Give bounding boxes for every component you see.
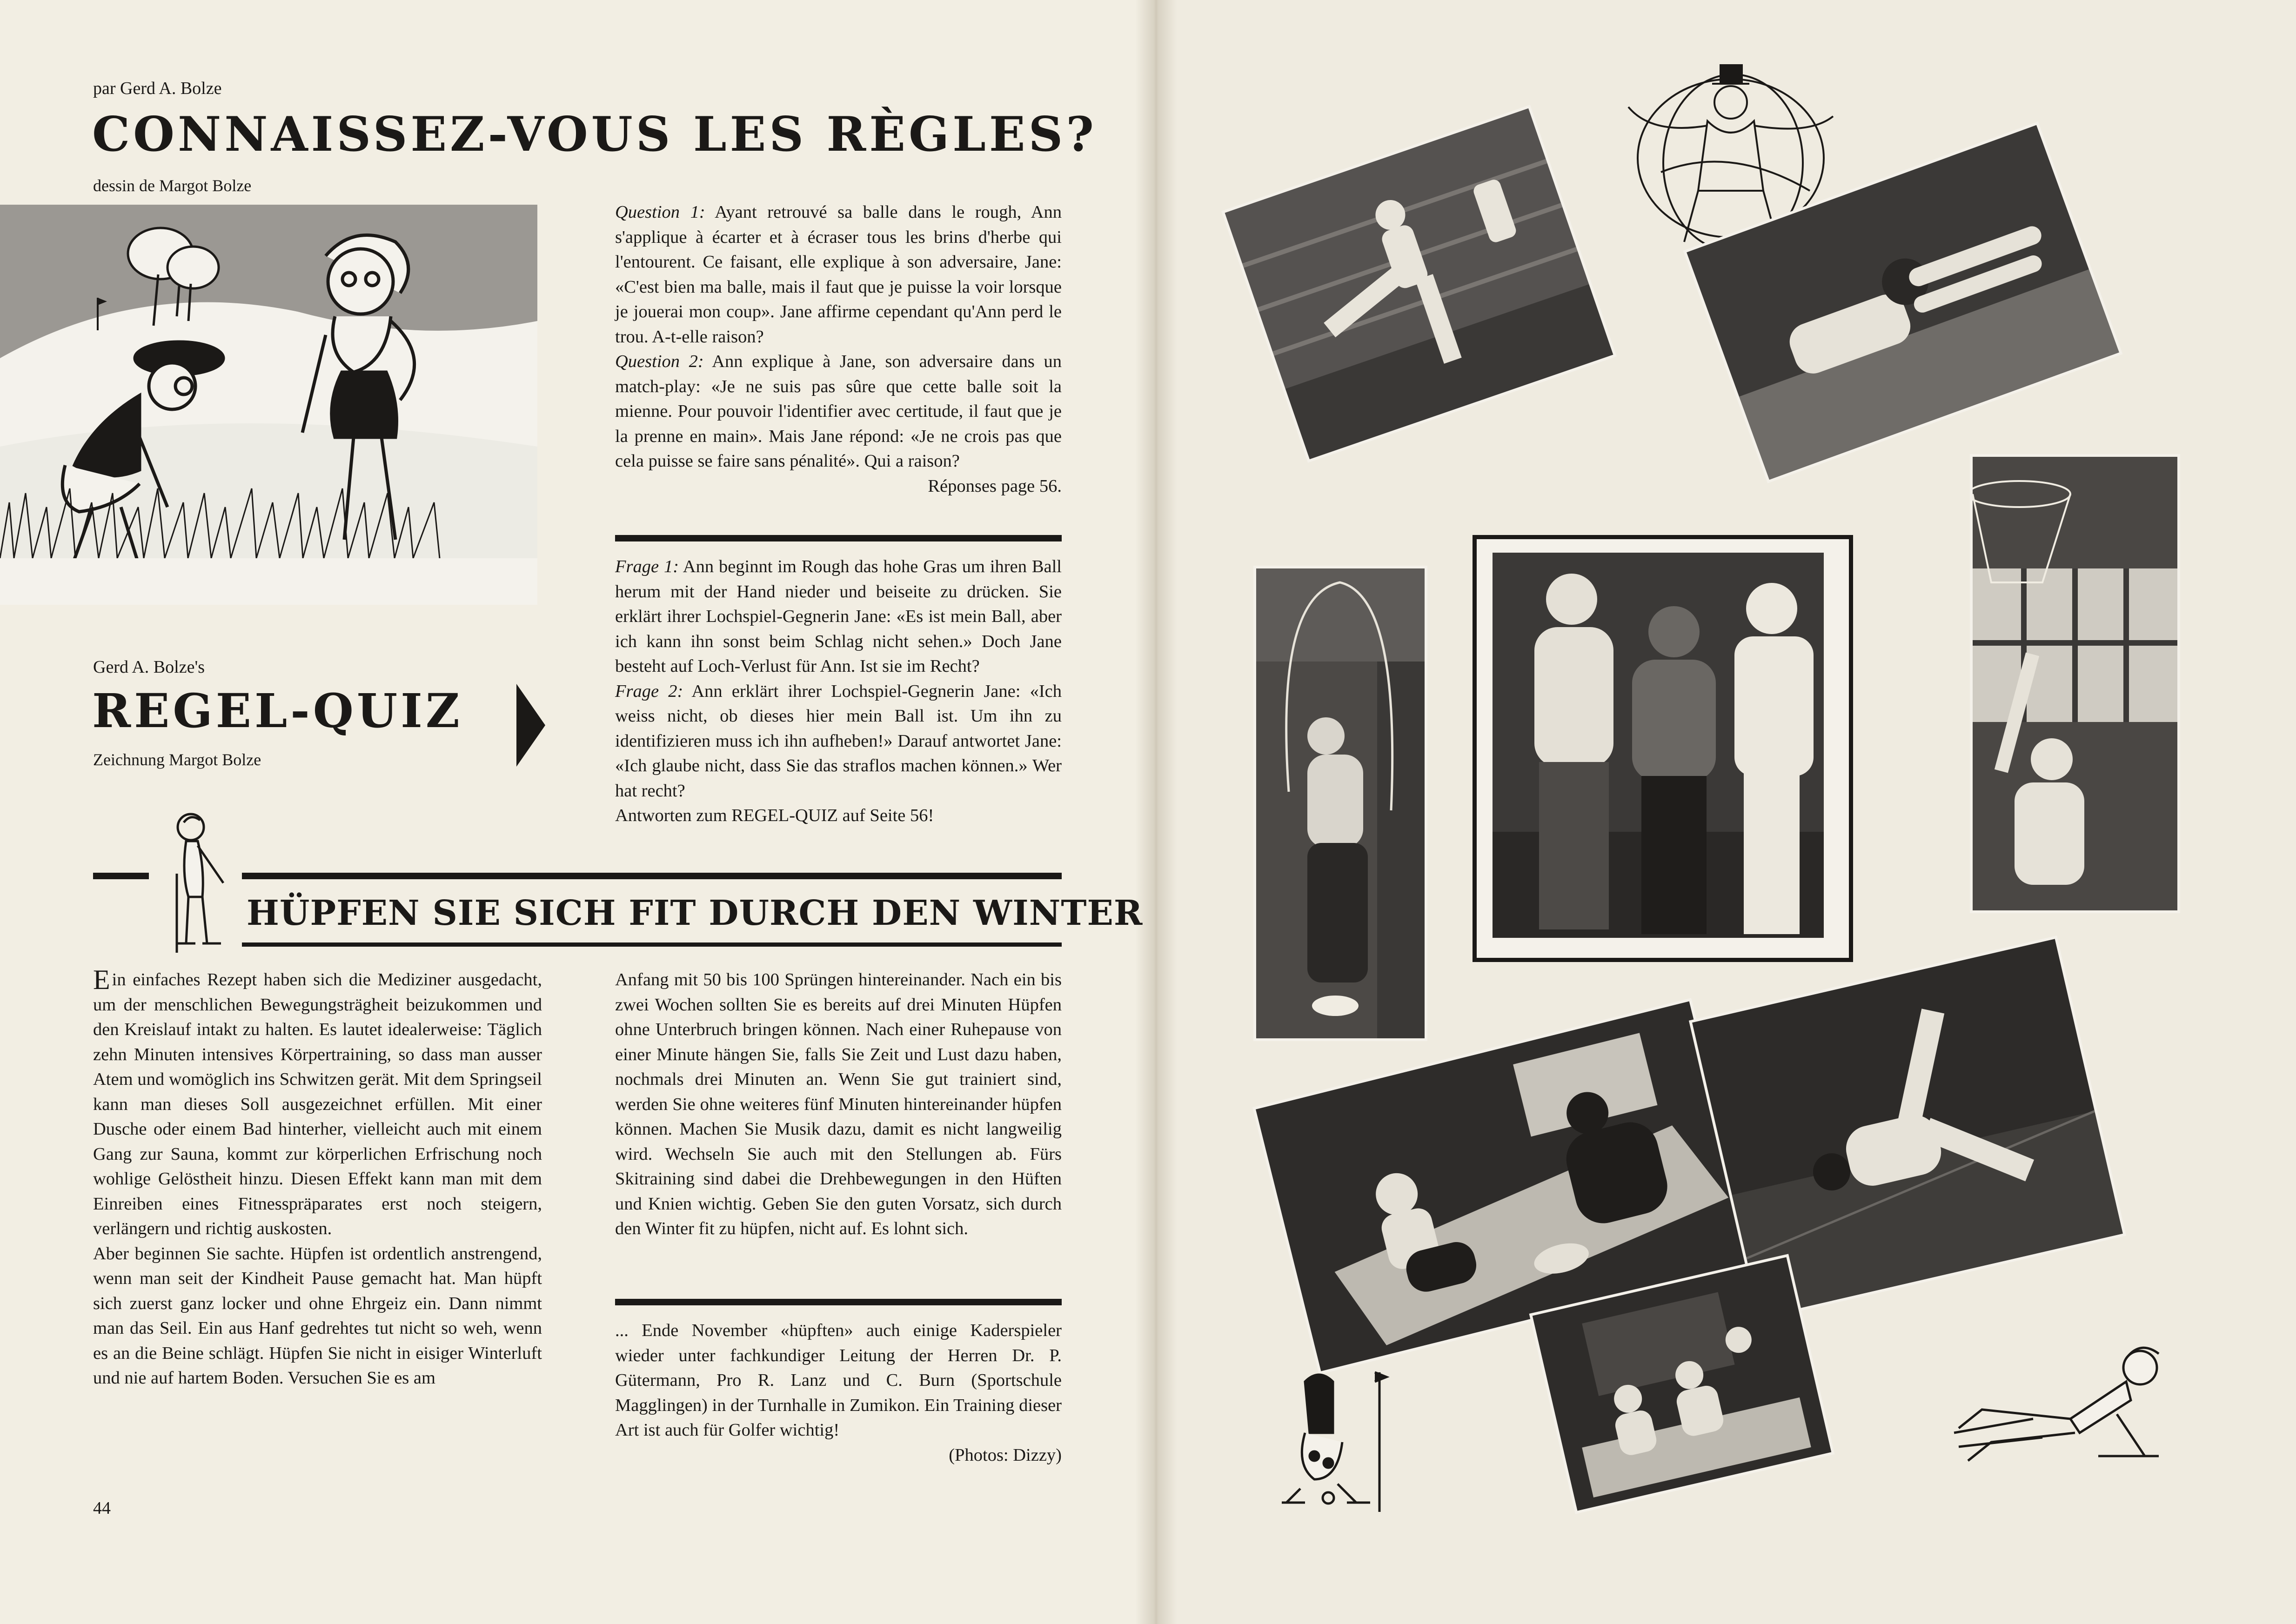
byline: par Gerd A. Bolze	[93, 79, 222, 98]
german-questions	[615, 555, 1062, 829]
cartoon-golfer-small-icon	[158, 804, 237, 964]
rule-divider	[615, 535, 1062, 541]
french-questions	[615, 200, 1062, 499]
book-gutter	[1135, 0, 1177, 1624]
fr-q1-text: Ayant retrouvé sa balle dans le rough, Ann s'applique à écarter et à écraser tous les brins d'herbe qui l'entourent. Ce faisant, elle explique à son adversaire, Jane: «C'est bien ma balle, mais il faut que je puisse la voir lorsque je jouerai mon coup». Jane affirme cependant qu'Ann perd le trou. A-t-elle raison?	[615, 202, 1062, 347]
quiz-credit: Zeichnung Margot Bolze	[93, 750, 261, 769]
de-q1-label: Frage 1:	[615, 557, 679, 576]
photo-jump-rope	[1256, 568, 1425, 1038]
rule-under-title	[242, 942, 1062, 947]
photo-credit: (Photos: Dizzy)	[949, 1445, 1062, 1465]
de-q1-text: Ann beginnt im Rough das hohe Gras um ihren Ball herum mit der Hand nieder und beiseite zu drücken. Sie erklärt ihrer Lochspiel-Gegnerin Jane: «Es ist mein Ball, aber ich kann ihn sonst beim Schlag nicht sehen.» Doch Jane besteht auf Loch-Verlust für Ann. Ist sie im Recht?	[615, 557, 1062, 676]
golf-cartoon-illustration	[0, 205, 537, 605]
cartoon-lying-golfer-icon	[1940, 1340, 2173, 1472]
fr-q1-label: Question 1:	[615, 202, 705, 222]
drawing-credit: dessin de Margot Bolze	[93, 176, 252, 195]
arrow-marker-icon	[516, 684, 545, 769]
article-note: ... Ende November «hüpften» auch einige Kaderspieler wieder unter fachkundiger Leitung der Herren Dr. P. Gütermann, Pro R. Lanz und C. Burn (Sportschule Magglingen) in der Turnhalle in Zumikon. Ein Training dieser Art ist auch für Golfer wichtig!	[615, 1321, 1062, 1440]
fr-answers-ref: Réponses page 56.	[928, 476, 1062, 496]
de-q2-label: Frage 2:	[615, 681, 683, 701]
cartoon-golfer-bent-icon	[1277, 1363, 1417, 1519]
page-title: CONNAISSEZ-VOUS LES RÈGLES?	[92, 107, 1098, 162]
article-paragraph-3: Anfang mit 50 bis 100 Sprüngen hintereinander. Nach ein bis zwei Wochen sollten Sie es bereits auf drei Minuten Hüpfen ohne Unterbruch bringen können. Nach einer Ruhepause von einer Minute hängen Sie, falls Sie Zeit und Lust dazu haben, nochmals drei Minuten an. Wenn Sie gut trainiert sind, werden Sie ohne weiteres fünf Minuten hintereinander hüpfen können. Machen Sie Musik dazu, damit es nicht langweilig wird. Wechseln Sie auch mit den Stellungen ab. Fürs Skitraining sind dabei die Drehbewegungen in den Hüften und Knien wichtig. Geben Sie den guten Vorsatz, sich durch den Winter fit zu hüpfen, nicht auf. Es lohnt sich.	[615, 970, 1062, 1238]
de-answers-ref: Antworten zum REGEL-QUIZ auf Seite 56!	[615, 806, 934, 825]
article-paragraph-2: Aber beginnen Sie sachte. Hüpfen ist ordentlich anstrengend, wenn man seit der Kindheit Pause gemacht hat. Man hüpft sich zuerst ganz locker und ohne Ehrgeiz ein. Dann nimmt man das Seil. Ein aus Hanf gedrehtes tut nicht so weh, wenn es an die Beine schlägt. Hüpfen Sie nicht in eisiger Winterluft und nie auf hartem Boden. Versuchen Sie es am	[93, 1243, 542, 1388]
quiz-byline: Gerd A. Bolze's	[93, 657, 205, 677]
de-q2-text: Ann erklärt ihrer Lochspiel-Gegnerin Jane: «Ich weiss nicht, ob dieses hier mein Ball ist. Um ihn zu identifizieren muss ich ihn aufheben!» Darauf antwortet Jane: «Ich glaube nicht, dass Sie das straflos machen können.» Wer hat recht?	[615, 681, 1062, 801]
training-note	[615, 1318, 1062, 1468]
rule-before-note	[615, 1299, 1062, 1305]
rule-long	[242, 873, 1062, 879]
article-column-right	[615, 968, 1062, 1242]
article-paragraph-1: in einfaches Rezept haben sich die Mediziner ausgedacht, um der menschlichen Bewegungsträgheit beizukommen und den Kreislauf intakt zu halten. Es lautet idealerweise: Täglich zehn Minuten intensives Körpertraining, so dass man ausser Atem und womöglich ins Schwitzen gerät. Mit dem Springseil kann man dieses Soll ausgezeichnet erfüllen. Mit einer Dusche oder einem Bad hinterher, vielleicht auch mit einem Gang zur Sauna, kommt zur körperlichen Erfrischung noch wohlige Gelöstheit hinzu. Diesen Effekt kann man mit dem Einreiben eines Fitnesspräparates erst noch steigern, verlängern und richtig auskosten.	[93, 970, 542, 1238]
article-column-left	[93, 964, 542, 1391]
article-title: HÜPFEN SIE SICH FIT DURCH DEN WINTER	[247, 893, 1143, 933]
photo-basketball	[1973, 457, 2177, 910]
drop-cap: E	[93, 964, 110, 995]
fr-q2-label: Question 2:	[615, 352, 704, 371]
page-number: 44	[93, 1498, 111, 1518]
rule-short	[93, 873, 149, 879]
photo-three-men	[1493, 553, 1824, 938]
quiz-title: REGEL-QUIZ	[92, 683, 463, 738]
fr-q2-text: Ann explique à Jane, son adversaire dans un match-play: «Je ne suis pas sûre que cette balle soit la mienne. Pour pouvoir l'identifier avec certitude, il faut que je la prenne en main». Mais Jane répond: «Je ne crois pas que cela puisse se faire sans pénalité». Qui a raison?	[615, 352, 1062, 471]
